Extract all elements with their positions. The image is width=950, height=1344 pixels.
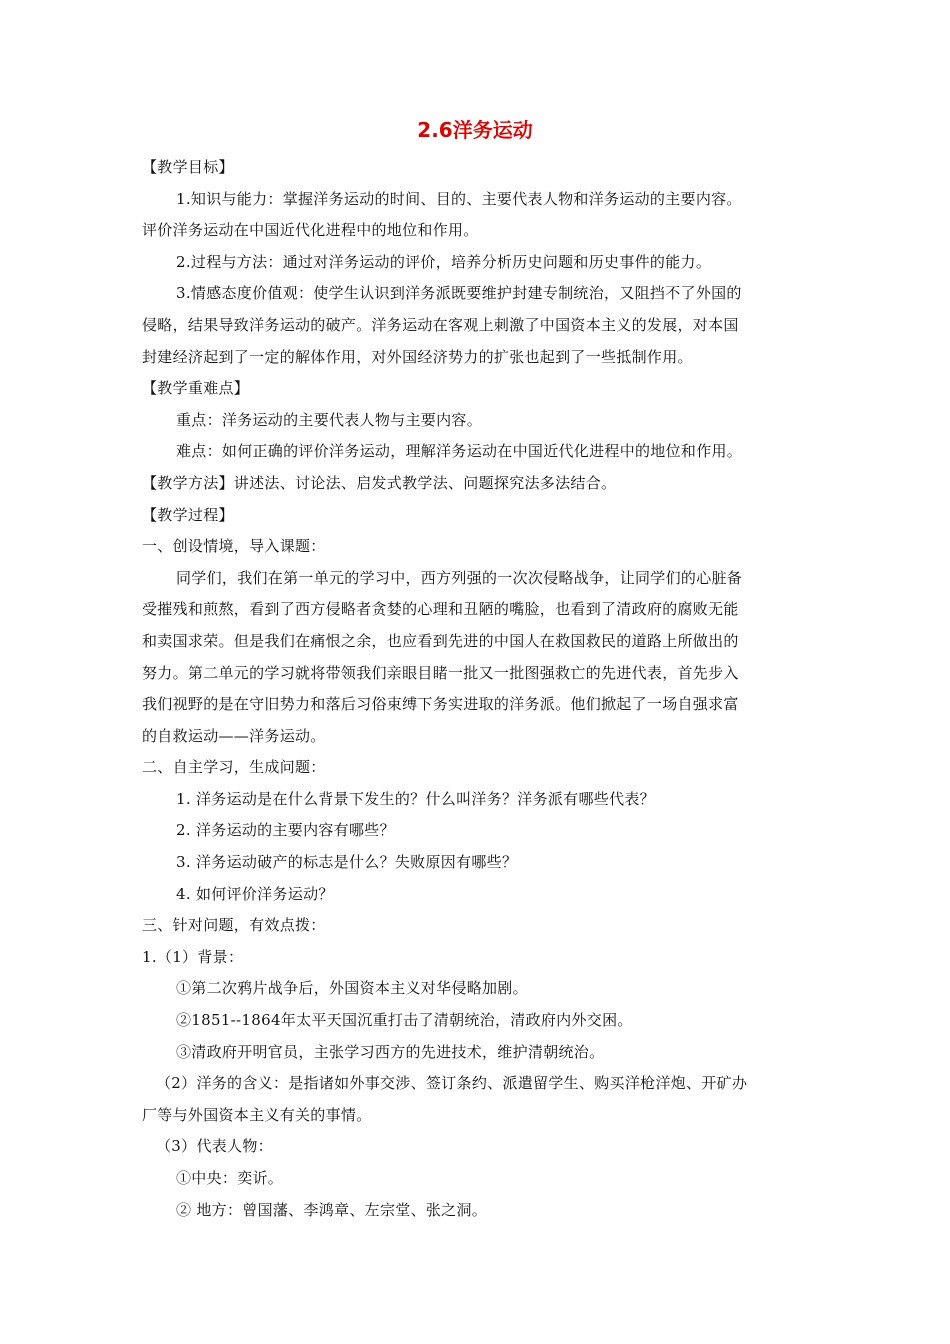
paragraph-line: 1.（1）背景：	[142, 947, 244, 966]
paragraph-line: 3.情感态度价值观：使学生认识到洋务派既要维护封建专制统治，又阻挡不了外国的	[176, 284, 742, 303]
paragraph-line: （2）洋务的含义：是指诸如外事交涉、签订条约、派遣留学生、购买洋枪洋炮、开矿办	[156, 1074, 748, 1093]
paragraph-line: 侵略，结果导致洋务运动的破产。洋务运动在客观上刺激了中国资本主义的发展，对本国	[142, 315, 739, 334]
paragraph-line: 评价洋务运动在中国近代化进程中的地位和作用。	[142, 221, 479, 240]
paragraph-line: 【教学重难点】	[142, 379, 250, 398]
paragraph-line: （3）代表人物：	[156, 1137, 273, 1156]
paragraph-line: ①第二次鸦片战争后，外国资本主义对华侵略加剧。	[176, 979, 528, 998]
paragraph-line: ② 地方：曾国藩、李鸿章、左宗堂、张之洞。	[176, 1200, 488, 1219]
paragraph-line: 1.知识与能力：掌握洋务运动的时间、目的、主要代表人物和洋务运动的主要内容。	[176, 189, 742, 208]
paragraph-line: 和卖国求荣。但是我们在痛恨之余，也应看到先进的中国人在救国救民的道路上所做出的	[142, 631, 739, 650]
paragraph-line: 难点：如何正确的评价洋务运动，理解洋务运动在中国近代化进程中的地位和作用。	[176, 442, 743, 461]
paragraph-line: ②1851--1864年太平天国沉重打击了清朝统治，清政府内外交困。	[176, 1011, 633, 1030]
paragraph-line: 【教学过程】	[142, 505, 234, 524]
paragraph-line: 受摧残和煎熬，看到了西方侵略者贪婪的心理和丑陋的嘴脸，也看到了清政府的腐败无能	[142, 600, 739, 619]
paragraph-line: 同学们，我们在第一单元的学习中，西方列强的一次次侵略战争，让同学们的心脏备	[176, 568, 743, 587]
paragraph-line: 的自救运动——洋务运动。	[142, 726, 326, 745]
paragraph-line: 我们视野的是在守旧势力和落后习俗束缚下务实进取的洋务派。他们掀起了一场自强求富	[142, 695, 739, 714]
paragraph-line: 努力。第二单元的学习就将带领我们亲眼目睹一批又一批图强救亡的先进代表，首先步入	[142, 663, 739, 682]
paragraph-line: 三、针对问题，有效点拨：	[142, 916, 326, 935]
paragraph-line: ③清政府开明官员，主张学习西方的先进技术，维护清朝统治。	[176, 1042, 605, 1061]
paragraph-line: 二、自主学习，生成问题：	[142, 758, 326, 777]
paragraph-line: 3. 洋务运动破产的标志是什么？失败原因有哪些？	[176, 853, 518, 872]
paragraph-line: ①中央：奕䜣。	[176, 1169, 284, 1187]
page-title: 2.6洋务运动	[417, 118, 533, 142]
paragraph-line: 一、创设情境，导入课题：	[142, 537, 326, 556]
paragraph-line: 2. 洋务运动的主要内容有哪些？	[176, 821, 395, 840]
paragraph-line: 厂等与外国资本主义有关的事情。	[142, 1105, 372, 1124]
document-body	[142, 152, 814, 1226]
paragraph-line: 【教学方法】讲述法、讨论法、启发式教学法、问题探究法多法结合。	[142, 473, 617, 492]
paragraph-line: 【教学目标】	[142, 158, 234, 176]
paragraph-line: 重点：洋务运动的主要代表人物与主要内容。	[176, 410, 483, 429]
paragraph-line: 2.过程与方法：通过对洋务运动的评价，培养分析历史问题和历史事件的能力。	[176, 252, 712, 271]
paragraph-line: 4. 如何评价洋务运动？	[176, 884, 334, 903]
paragraph-line: 封建经济起到了一定的解体作用，对外国经济势力的扩张也起到了一些抵制作用。	[142, 347, 693, 366]
paragraph-line: 1. 洋务运动是在什么背景下发生的？什么叫洋务？洋务派有哪些代表？	[176, 789, 655, 808]
